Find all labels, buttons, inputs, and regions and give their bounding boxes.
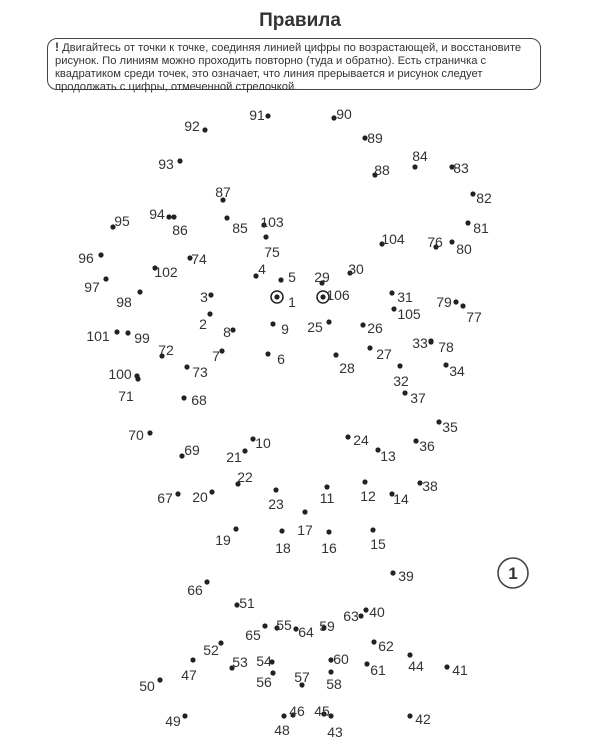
dot-label-26: 26 [367, 320, 383, 336]
dot-73[interactable] [184, 364, 189, 369]
dot-25[interactable] [326, 319, 331, 324]
dot-36[interactable] [413, 438, 418, 443]
dot-label-22: 22 [237, 469, 253, 485]
dot-label-98: 98 [116, 294, 132, 310]
dot-66[interactable] [204, 579, 209, 584]
dot-6[interactable] [265, 351, 270, 356]
dot-label-85: 85 [232, 220, 248, 236]
dot-label-1: 1 [288, 294, 296, 310]
page-title: Правила [259, 10, 341, 31]
dot-label-37: 37 [410, 390, 426, 406]
dot-9[interactable] [270, 321, 275, 326]
dot-96[interactable] [98, 252, 103, 257]
dot-101[interactable] [114, 329, 119, 334]
dot-label-53: 53 [232, 654, 248, 670]
dot-92[interactable] [202, 127, 207, 132]
dot-label-23: 23 [268, 496, 284, 512]
dot-label-88: 88 [374, 162, 390, 178]
dot-17[interactable] [302, 509, 307, 514]
dot-label-80: 80 [456, 241, 472, 257]
dot-label-51: 51 [239, 595, 255, 611]
dot-label-59: 59 [319, 618, 335, 634]
dot-label-82: 82 [476, 190, 492, 206]
dot-68[interactable] [181, 395, 186, 400]
dot-label-38: 38 [422, 478, 438, 494]
dot-37[interactable] [402, 390, 407, 395]
dot-label-76: 76 [427, 234, 443, 250]
dot-label-74: 74 [191, 251, 207, 267]
dot-75[interactable] [263, 234, 268, 239]
dot-81[interactable] [465, 220, 470, 225]
dot-label-100: 100 [108, 366, 132, 382]
dot-label-66: 66 [187, 582, 203, 598]
dot-label-86: 86 [172, 222, 188, 238]
dot-label-67: 67 [157, 490, 173, 506]
dot-84[interactable] [412, 164, 417, 169]
dot-40[interactable] [363, 607, 368, 612]
dot-label-103: 103 [260, 214, 284, 230]
dot-label-104: 104 [381, 231, 405, 247]
dot-50[interactable] [157, 677, 162, 682]
dot-label-31: 31 [397, 289, 413, 305]
dot-label-6: 6 [277, 351, 285, 367]
dot-label-96: 96 [78, 250, 94, 266]
dot-label-14: 14 [393, 491, 409, 507]
dot-label-21: 21 [226, 449, 242, 465]
dot-label-35: 35 [442, 419, 458, 435]
dot-label-36: 36 [419, 438, 435, 454]
dot-label-58: 58 [326, 676, 342, 692]
dot-label-65: 65 [245, 627, 261, 643]
dot-15[interactable] [370, 527, 375, 532]
dot-44[interactable] [407, 652, 412, 657]
dot-label-77: 77 [466, 309, 482, 325]
dot-label-87: 87 [215, 184, 231, 200]
dot-5[interactable] [278, 277, 283, 282]
dot-8[interactable] [230, 327, 235, 332]
dot-label-60: 60 [333, 651, 349, 667]
dot-label-75: 75 [264, 244, 280, 260]
dot-label-61: 61 [370, 662, 386, 678]
dot-label-99: 99 [134, 330, 150, 346]
dot-63[interactable] [358, 613, 363, 618]
dot-52[interactable] [218, 640, 223, 645]
dot-12[interactable] [362, 479, 367, 484]
dot-label-70: 70 [128, 427, 144, 443]
dot-21[interactable] [242, 448, 247, 453]
dot-98[interactable] [137, 289, 142, 294]
dot-label-95: 95 [114, 213, 130, 229]
dot-78[interactable] [428, 339, 433, 344]
dot-91[interactable] [265, 113, 270, 118]
dot-7[interactable] [219, 348, 224, 353]
dot-label-16: 16 [321, 540, 337, 556]
dot-65[interactable] [262, 623, 267, 628]
dot-48[interactable] [281, 713, 286, 718]
dot-label-45: 45 [314, 703, 330, 719]
dot-31[interactable] [389, 290, 394, 295]
dot-28[interactable] [333, 352, 338, 357]
dot-label-28: 28 [339, 360, 355, 376]
dot-label-89: 89 [367, 130, 383, 146]
dot-label-15: 15 [370, 536, 386, 552]
dot-67[interactable] [175, 491, 180, 496]
dot-label-27: 27 [376, 346, 392, 362]
dot-label-57: 57 [294, 669, 310, 685]
dot-label-18: 18 [275, 540, 291, 556]
dot-34[interactable] [443, 362, 448, 367]
dot-label-54: 54 [256, 653, 272, 669]
dot-label-91: 91 [249, 107, 265, 123]
dot-97[interactable] [103, 276, 108, 281]
dot-label-56: 56 [256, 674, 272, 690]
dot-label-105: 105 [397, 306, 421, 322]
dot-39[interactable] [390, 570, 395, 575]
dot-label-44: 44 [408, 658, 424, 674]
dot-82[interactable] [470, 191, 475, 196]
dot-47[interactable] [190, 657, 195, 662]
dot-77[interactable] [460, 303, 465, 308]
dot-16[interactable] [326, 529, 331, 534]
dot-3[interactable] [208, 292, 213, 297]
dot-label-46: 46 [289, 703, 305, 719]
dot-79[interactable] [453, 299, 458, 304]
dot-label-90: 90 [336, 106, 352, 122]
dot-label-106: 106 [326, 287, 350, 303]
dot-24[interactable] [345, 434, 350, 439]
dot-label-81: 81 [473, 220, 489, 236]
dot-label-47: 47 [181, 667, 197, 683]
dot-86[interactable] [171, 214, 176, 219]
dot-label-68: 68 [191, 392, 207, 408]
dot-label-52: 52 [203, 642, 219, 658]
dot-label-72: 72 [158, 342, 174, 358]
dot-label-33: 33 [412, 335, 428, 351]
dot-label-9: 9 [281, 321, 289, 337]
dot-41[interactable] [444, 664, 449, 669]
dot-label-25: 25 [307, 319, 323, 335]
dot-label-42: 42 [415, 711, 431, 727]
dot-18[interactable] [279, 528, 284, 533]
dot-99[interactable] [125, 330, 130, 335]
dot-label-48: 48 [274, 722, 290, 738]
dot-label-83: 83 [453, 160, 469, 176]
dot-11[interactable] [324, 484, 329, 489]
dot-label-97: 97 [84, 279, 100, 295]
rules-exclamation: ! [55, 40, 59, 54]
dot-label-10: 10 [255, 435, 271, 451]
dot-label-71: 71 [118, 388, 134, 404]
dot-label-101: 101 [86, 328, 110, 344]
dot-label-29: 29 [314, 269, 330, 285]
dot-label-79: 79 [436, 294, 452, 310]
dot-49[interactable] [182, 713, 187, 718]
dot-label-24: 24 [353, 432, 369, 448]
dot-label-17: 17 [297, 522, 313, 538]
dot-label-64: 64 [298, 624, 314, 640]
dot-19[interactable] [233, 526, 238, 531]
dot-label-20: 20 [192, 489, 208, 505]
dot-93[interactable] [177, 158, 182, 163]
dot-94[interactable] [166, 214, 171, 219]
dot-label-3: 3 [200, 289, 208, 305]
dot-2[interactable] [207, 311, 212, 316]
dot-58[interactable] [328, 669, 333, 674]
dot-label-19: 19 [215, 532, 231, 548]
dot-label-2: 2 [199, 316, 207, 332]
dot-70[interactable] [147, 430, 152, 435]
dot-20[interactable] [209, 489, 214, 494]
dot-35[interactable] [436, 419, 441, 424]
dot-label-55: 55 [276, 617, 292, 633]
dot-80[interactable] [449, 239, 454, 244]
dot-label-8: 8 [223, 324, 231, 340]
dot-label-92: 92 [184, 118, 200, 134]
dot-62[interactable] [371, 639, 376, 644]
dot-label-50: 50 [139, 678, 155, 694]
dot-label-7: 7 [212, 348, 220, 364]
dot-label-63: 63 [343, 608, 359, 624]
dot-label-11: 11 [319, 490, 335, 506]
dot-label-32: 32 [393, 373, 409, 389]
dot-26[interactable] [360, 322, 365, 327]
dot-100[interactable] [134, 373, 139, 378]
dot-label-102: 102 [154, 264, 178, 280]
dot-label-41: 41 [452, 662, 468, 678]
dot-label-93: 93 [158, 156, 174, 172]
dot-1[interactable] [274, 294, 279, 299]
dot-label-13: 13 [380, 448, 396, 464]
dot-label-30: 30 [348, 261, 364, 277]
dot-label-62: 62 [378, 638, 394, 654]
dot-label-4: 4 [258, 261, 266, 277]
dot-61[interactable] [364, 661, 369, 666]
dot-23[interactable] [273, 487, 278, 492]
dot-label-94: 94 [149, 206, 165, 222]
page-number: 1 [508, 564, 518, 583]
dot-42[interactable] [407, 713, 412, 718]
dot-label-40: 40 [369, 604, 385, 620]
dot-label-84: 84 [412, 148, 428, 164]
dot-label-5: 5 [288, 269, 296, 285]
dot-105[interactable] [391, 306, 396, 311]
rules-text: Двигайтесь от точки к точке, соединяя линией цифры по возрастающей, и восстановите рисунок. По линиям можно проходить повторно (туда и обратно). Есть страничка с квадратиком среди точек, это означает, что линия прерывается и рисунок следует продолжать с цифры, отмеченной стрелочкой. [55, 42, 522, 93]
dot-27[interactable] [367, 345, 372, 350]
dot-label-78: 78 [438, 339, 454, 355]
dot-label-34: 34 [449, 363, 465, 379]
dot-85[interactable] [224, 215, 229, 220]
dot-label-12: 12 [360, 488, 376, 504]
dot-label-73: 73 [192, 364, 208, 380]
dot-106[interactable] [320, 294, 325, 299]
dot-label-39: 39 [398, 568, 414, 584]
dot-label-49: 49 [165, 713, 181, 729]
dot-label-43: 43 [327, 724, 343, 740]
dot-label-69: 69 [184, 442, 200, 458]
dot-32[interactable] [397, 363, 402, 368]
